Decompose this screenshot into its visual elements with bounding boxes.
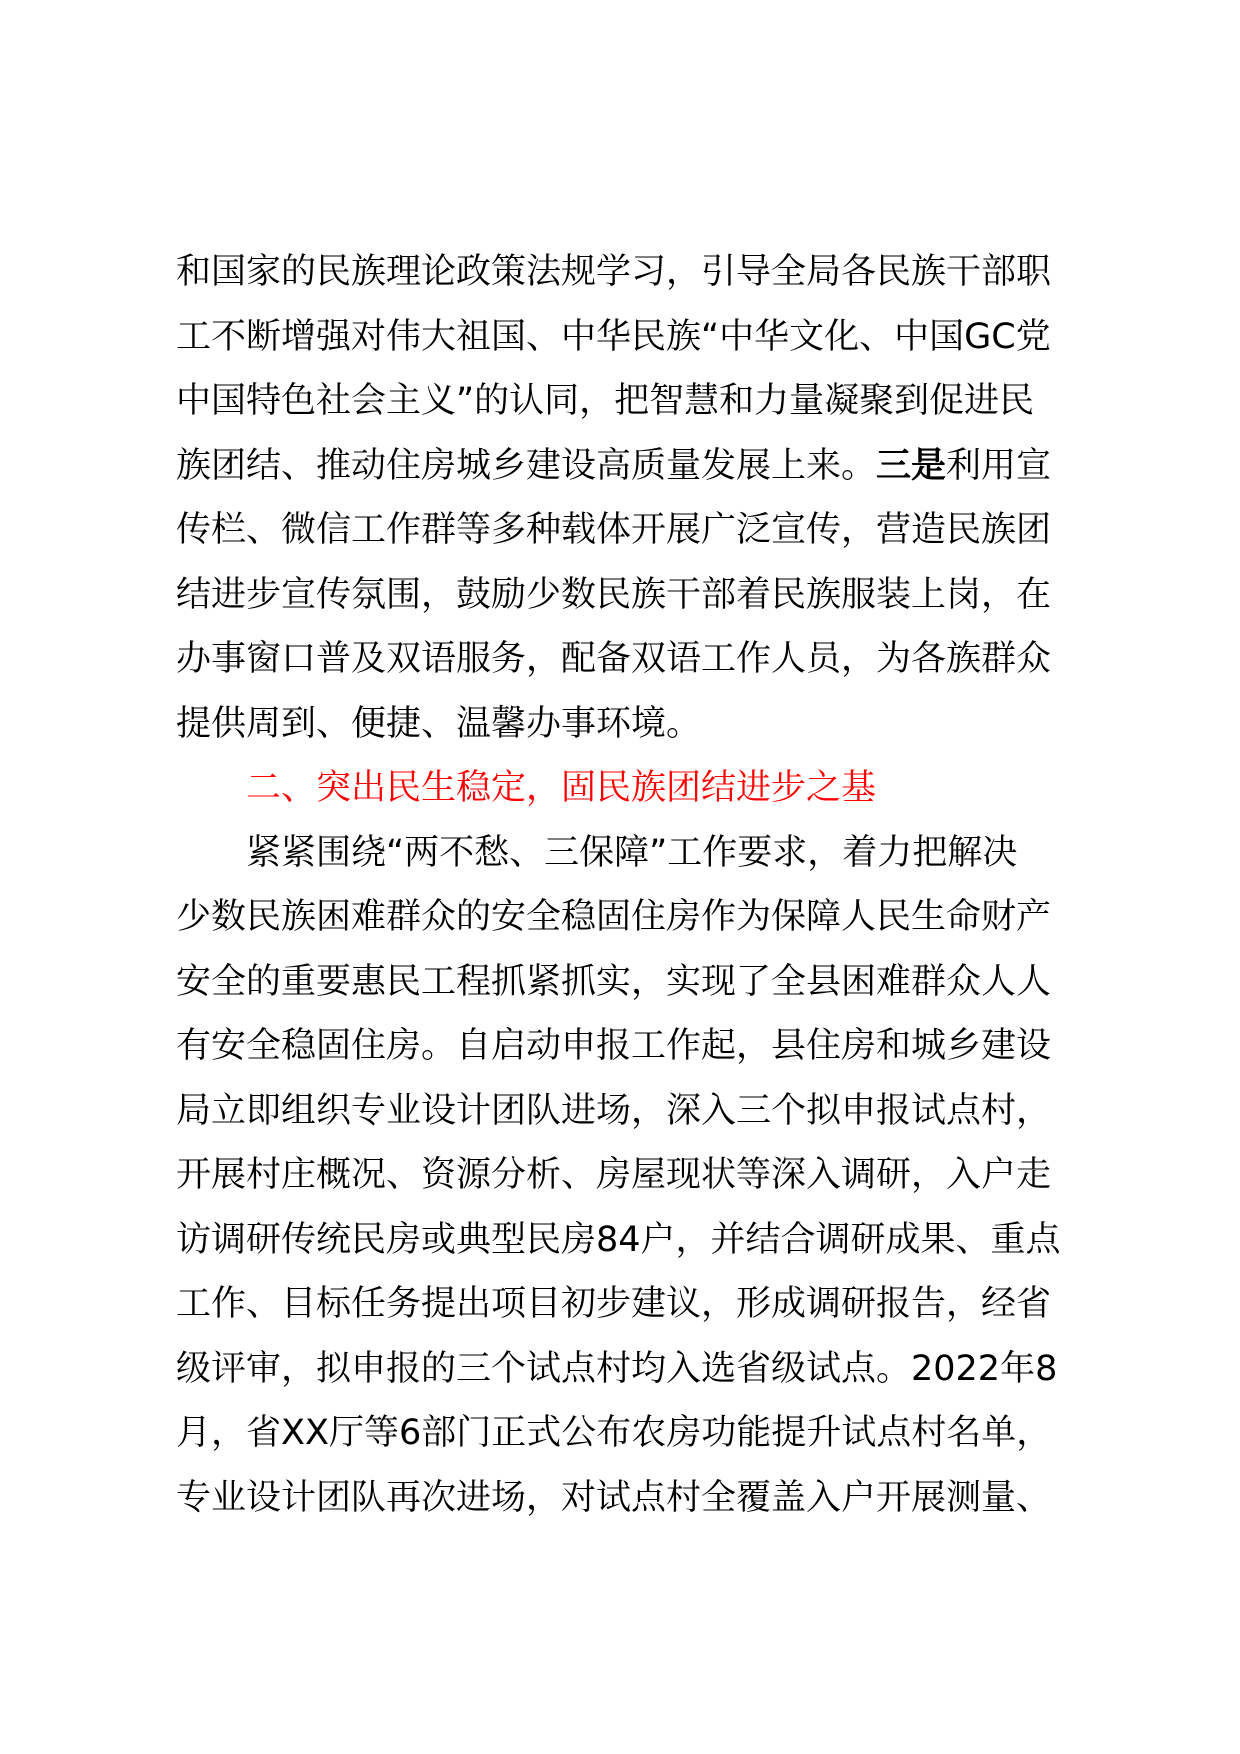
paragraph-2 — [176, 821, 1096, 1531]
text-segment: 利用宣 — [946, 445, 1052, 486]
text-line-with-bold-marker — [176, 434, 1096, 499]
text-line: 工作、目标任务提出项目初步建议，形成调研报告，经省 — [176, 1284, 1052, 1324]
text-line: 访调研传统民房或典型民房84户，并结合调研成果、重点 — [176, 1219, 1061, 1260]
text-line: 工不断增强对伟大祖国、中华民族“中华文化、中国GC党 — [176, 316, 1051, 357]
text-line: 级评审，拟申报的三个试点村均入选省级试点。2022年8 — [176, 1348, 1058, 1389]
text-line: 紧紧围绕“两不愁、三保障”工作要求，着力把解决 — [246, 832, 1018, 873]
text-line: 开展村庄概况、资源分析、房屋现状等深入调研，入户走 — [176, 1155, 1052, 1195]
text-line: 月，省XX厅等6部门正式公布农房功能提升试点村名单， — [176, 1413, 1052, 1453]
section-heading: 二、突出民生稳定，固民族团结进步之基 — [246, 768, 877, 808]
text-line: 有安全稳固住房。自启动申报工作起，县住房和城乡建设 — [176, 1026, 1052, 1066]
bold-marker: 三是 — [876, 445, 947, 486]
text-line: 传栏、微信工作群等多种载体开展广泛宣传，营造民族团 — [176, 510, 1052, 550]
text-line: 结进步宣传氛围，鼓励少数民族干部着民族服装上岗，在 — [176, 574, 1052, 615]
text-line: 局立即组织专业设计团队进场，深入三个拟申报试点村， — [176, 1090, 1052, 1131]
text-line: 少数民族困难群众的安全稳固住房作为保障人民生命财产 — [176, 897, 1052, 937]
text-segment: 族团结、推动住房城乡建设高质量发展上来。 — [176, 445, 877, 486]
text-line: 专业设计团队再次进场，对试点村全覆盖入户开展测量、 — [176, 1477, 1052, 1518]
text-line: 安全的重要惠民工程抓紧抓实，实现了全县困难群众人人 — [176, 961, 1052, 1002]
text-line: 中国特色社会主义”的认同，把智慧和力量凝聚到促进民 — [176, 381, 1035, 421]
paragraph-1 — [176, 240, 1096, 756]
text-line: 办事窗口普及双语服务，配备双语工作人员，为各族群众 — [176, 639, 1052, 679]
text-line: 提供周到、便捷、温馨办事环境。 — [176, 703, 702, 744]
text-line: 和国家的民族理论政策法规学习，引导全局各民族干部职 — [176, 252, 1052, 292]
document-body — [176, 240, 1096, 1530]
